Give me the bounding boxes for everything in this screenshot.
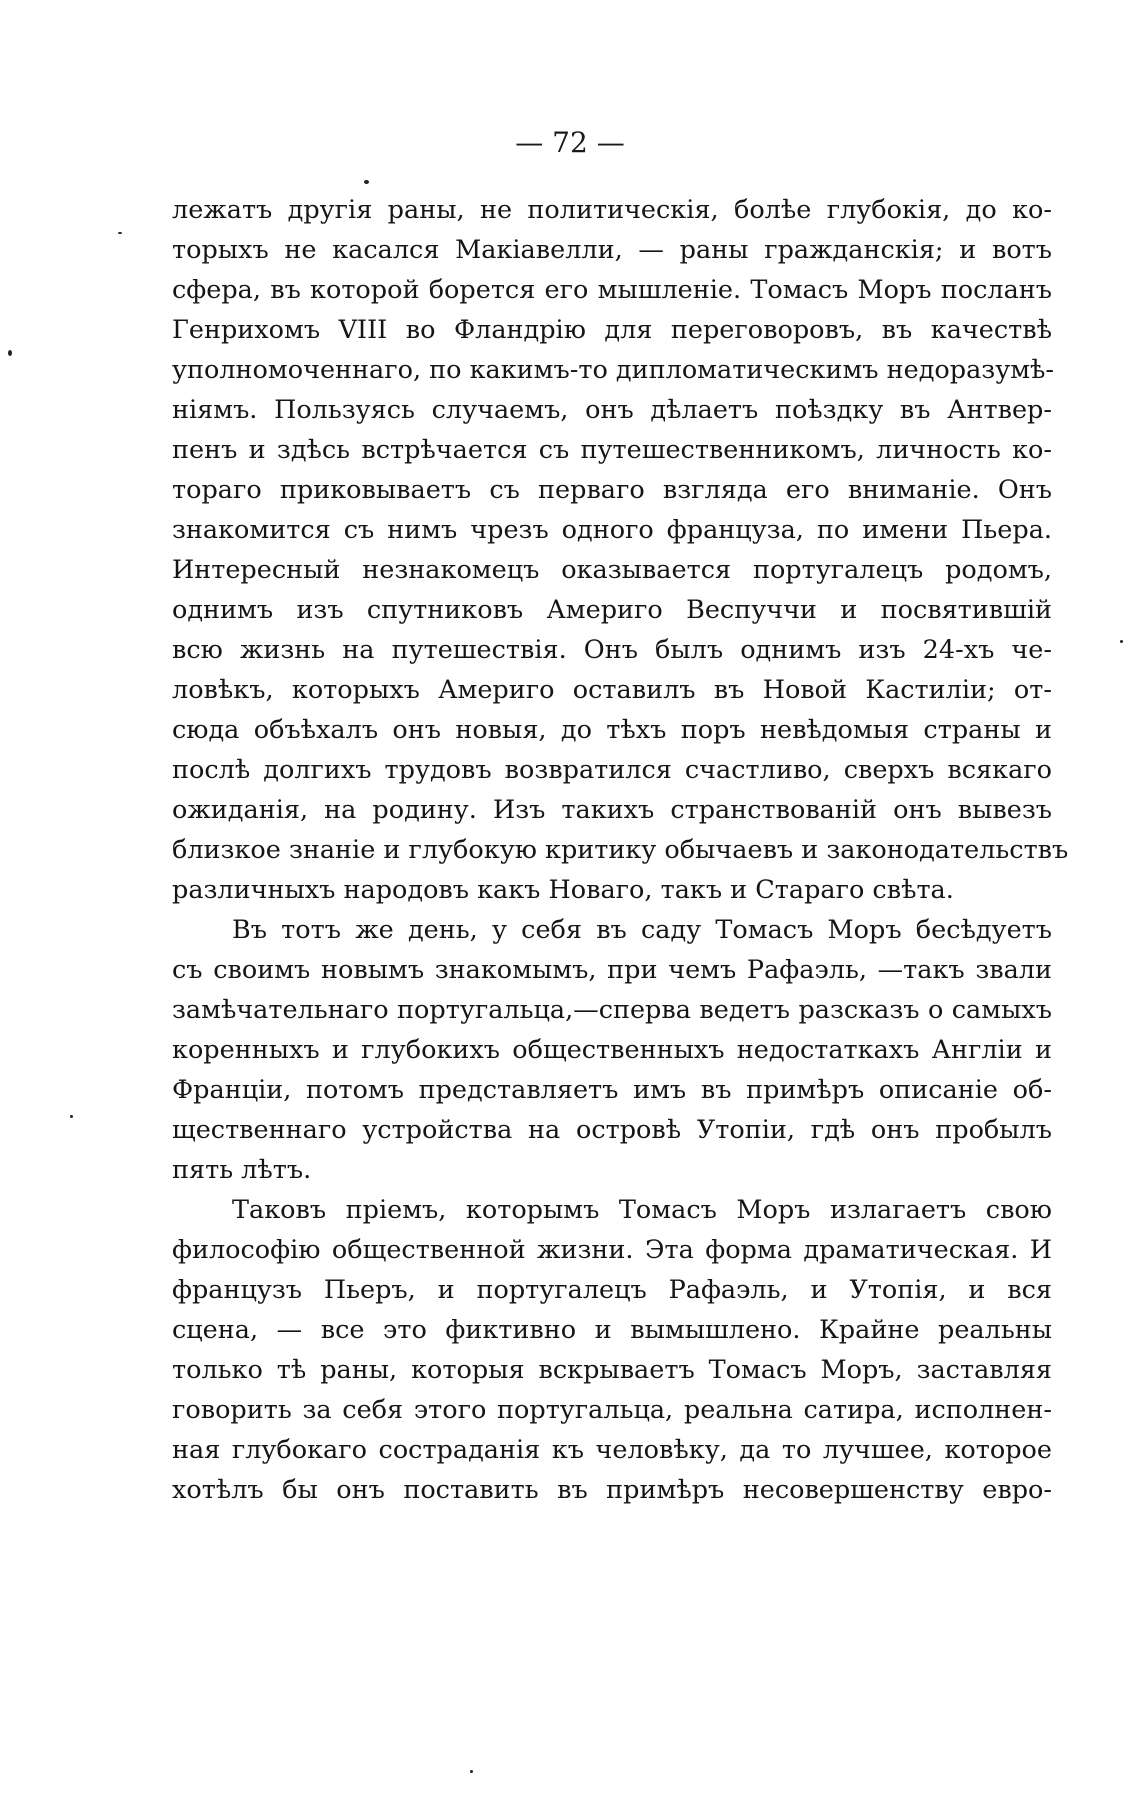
page-number: — 72 — [515, 126, 625, 159]
text-line: лежатъ другія раны, не политическія, болѣе глубокія, до ко- [172, 195, 1052, 225]
scan-speck [8, 350, 12, 356]
paragraph [172, 1190, 1052, 1510]
text-line: коренныхъ и глубокихъ общественныхъ недостаткахъ Англіи и [172, 1035, 1052, 1065]
scan-speck [70, 1115, 73, 1118]
text-line: ловѣкъ, которыхъ Америго оставилъ въ Новой Кастиліи; от- [172, 675, 1052, 705]
text-line: философію общественной жизни. Эта форма драматическая. И [172, 1235, 1052, 1265]
text-line: Таковъ пріемъ, которымъ Томасъ Моръ излагаетъ свою [232, 1195, 1052, 1225]
text-line: сцена, — все это фиктивно и вымышлено. Крайне реальны [172, 1315, 1052, 1345]
scan-speck [118, 232, 122, 234]
text-line: только тѣ раны, которыя вскрываетъ Томасъ Моръ, заставляя [172, 1355, 1052, 1385]
text-line: близкое знаніе и глубокую критику обычаевъ и законодательствъ [172, 835, 1069, 865]
text-line: замѣчательнаго португальца,—сперва ведетъ разсказъ о самыхъ [172, 995, 1052, 1025]
text-line: пенъ и здѣсь встрѣчается съ путешественникомъ, личность ко- [172, 435, 1052, 465]
text-line: пять лѣтъ. [172, 1155, 312, 1185]
scan-speck [1120, 640, 1123, 643]
text-line: ная глубокаго состраданія къ человѣку, да то лучшее, которое [172, 1435, 1052, 1465]
text-line: говорить за себя этого португальца, реальна сатира, исполнен- [172, 1395, 1052, 1425]
text-line: сфера, въ которой борется его мышленіе. Томасъ Моръ посланъ [172, 275, 1052, 305]
text-line: послѣ долгихъ трудовъ возвратился счастливо, сверхъ всякаго [172, 755, 1052, 785]
paragraph [172, 190, 1069, 910]
text-line: ніямъ. Пользуясь случаемъ, онъ дѣлаетъ поѣздку въ Антвер- [172, 395, 1052, 425]
scan-speck [470, 1770, 473, 1773]
text-line: сюда объѣхалъ онъ новыя, до тѣхъ поръ невѣдомыя страны и [172, 715, 1052, 745]
text-line: всю жизнь на путешествія. Онъ былъ однимъ изъ 24-хъ че- [172, 635, 1052, 665]
text-line: французъ Пьеръ, и португалецъ Рафаэль, и Утопія, и вся [172, 1275, 1052, 1305]
text-line: щественнаго устройства на островѣ Утопіи, гдѣ онъ пробылъ [172, 1115, 1052, 1145]
text-line: уполномоченнаго, по какимъ-то дипломатическимъ недоразумѣ- [172, 355, 1055, 385]
text-line: ожиданія, на родину. Изъ такихъ странствованій онъ вывезъ [172, 795, 1052, 825]
text-line: хотѣлъ бы онъ поставить въ примѣръ несовершенству евро- [172, 1475, 1052, 1505]
text-line: Франціи, потомъ представляетъ имъ въ примѣръ описаніе об- [172, 1075, 1052, 1105]
text-line: съ своимъ новымъ знакомымъ, при чемъ Рафаэль, —такъ звали [172, 955, 1052, 985]
text-line: однимъ изъ спутниковъ Америго Веспуччи и посвятившій [172, 595, 1052, 625]
text-line: различныхъ народовъ какъ Новаго, такъ и Стараго свѣта. [172, 875, 954, 905]
text-line: Генрихомъ VIII во Фландрію для переговоровъ, въ качествѣ [172, 315, 1052, 345]
text-line: знакомится съ нимъ чрезъ одного француза, по имени Пьера. [172, 515, 1052, 545]
text-line: торыхъ не касался Макіавелли, — раны гражданскія; и вотъ [172, 235, 1052, 265]
text-line: Интересный незнакомецъ оказывается португалецъ родомъ, [172, 555, 1052, 585]
text-line: Въ тотъ же день, у себя въ саду Томасъ Моръ бесѣдуетъ [232, 915, 1052, 945]
paragraph [172, 910, 1052, 1190]
text-line: тораго приковываетъ съ перваго взгляда его вниманіе. Онъ [172, 475, 1052, 505]
scan-speck [364, 180, 369, 184]
body-text [172, 190, 1069, 1510]
